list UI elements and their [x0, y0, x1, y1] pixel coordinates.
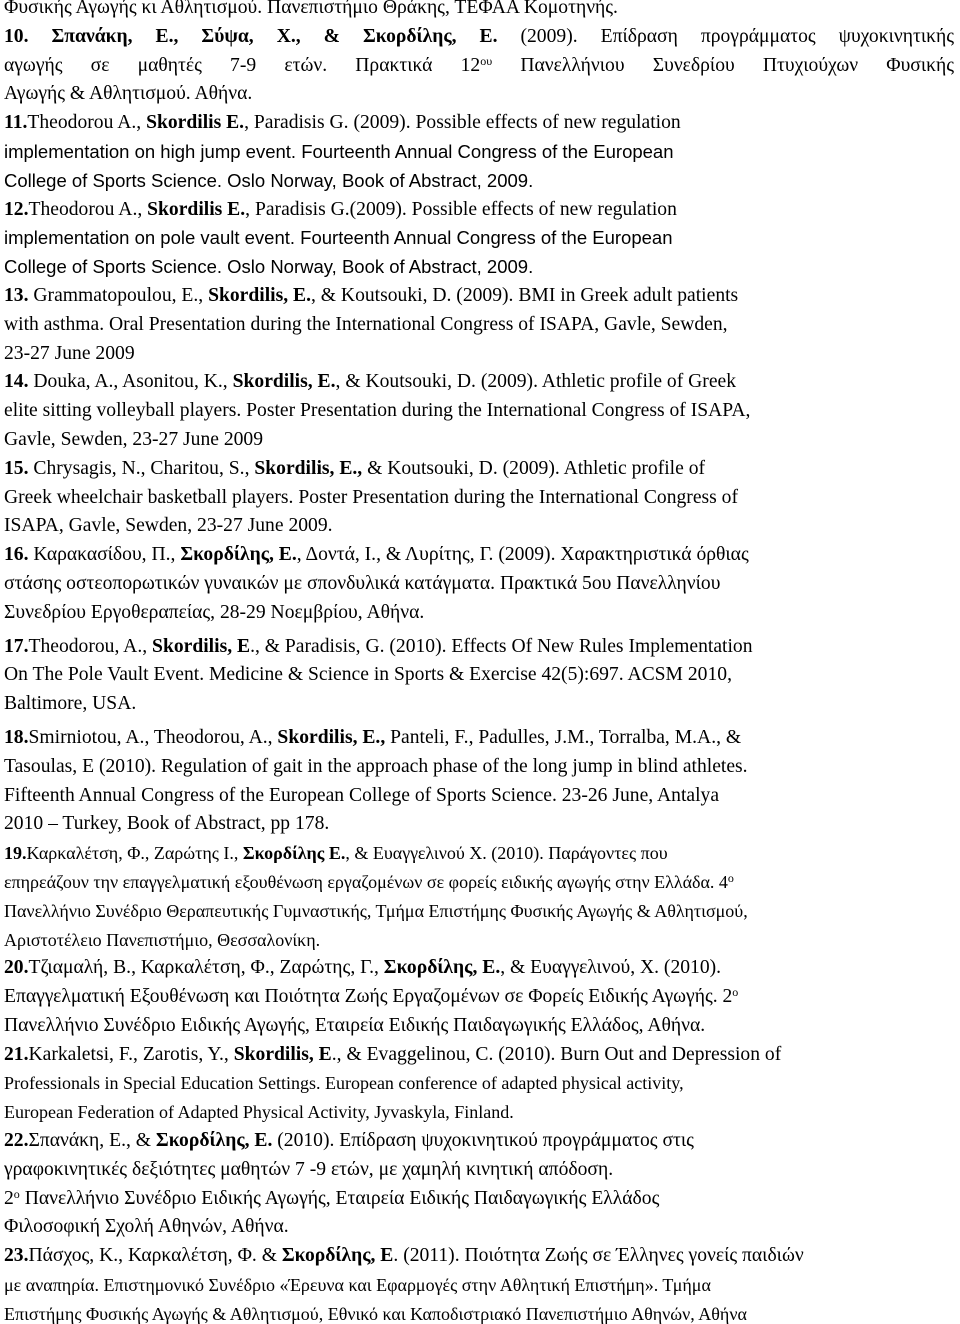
- text-line: [4, 897, 954, 926]
- text-run: , Paradisis G.(2009). Possible effects of new regulation: [245, 198, 677, 220]
- text-line: [4, 839, 954, 868]
- text-run: Συνεδρίου Εργοθεραπείας, 28-29 Νοεμβρίου, Αθήνα.: [4, 601, 425, 623]
- text-run: Douka, A., Asonitou, K.,: [28, 371, 233, 393]
- text-run: Theodorou A.,: [28, 198, 148, 220]
- text-run: Karkaletsi, F., Zarotis, Y.,: [28, 1043, 234, 1065]
- text-line: [4, 926, 954, 955]
- text-run: Fifteenth Annual Congress of the European College of Sports Science. 23-26 June, Antalya: [4, 784, 720, 806]
- text-run: College of Sports Science. Oslo Norway, Book of Abstract, 2009.: [4, 256, 534, 278]
- superscript: ου: [480, 53, 493, 68]
- text-run: , & Koutsouki, D. (2009). Athletic profile of Greek: [335, 371, 737, 393]
- text-line: [4, 282, 954, 311]
- text-run: Chrysagis, N., Charitou, S.,: [28, 457, 255, 479]
- text-line: [4, 633, 954, 662]
- text-run: . (2011). Ποιότητα Ζωής σε Έλληνες γονείς παιδιών: [393, 1245, 804, 1267]
- text-run: Αγωγής & Αθλητισμού. Αθήνα.: [4, 83, 253, 105]
- text-run: Φιλοσοφική Σχολή Αθηνών, Αθήνα.: [4, 1216, 289, 1238]
- superscript: ο: [727, 870, 734, 885]
- text-line: [4, 52, 954, 81]
- bold-text: Skordilis, E.: [208, 284, 311, 306]
- text-run: Greek wheelchair basketball players. Poster Presentation during the International Congress of: [4, 486, 739, 508]
- text-line: [4, 23, 954, 52]
- bold-text: 21.: [4, 1043, 29, 1065]
- bold-text: 18.: [4, 726, 29, 748]
- text-run: 23-27 June 2009: [4, 342, 135, 364]
- bold-text: Σκορδίλης, Ε.: [180, 544, 297, 566]
- text-run: Πανελλήνιο Συνέδριο Ειδικής Αγωγής, Εταιρεία Ειδικής Παιδαγωγικής Ελλάδος: [19, 1187, 660, 1209]
- text-line: [4, 1041, 954, 1070]
- text-run: Επαγγελματική Εξουθένωση και Ποιότητα Ζωής Εργαζομένων σε Φορείς Ειδικής Αγωγής. 2: [4, 986, 733, 1008]
- text-line: [4, 724, 954, 753]
- bold-text: 12.: [4, 198, 29, 220]
- text-line: [4, 541, 954, 570]
- text-run: στάσης οστεοπορωτικών γυναικών με σπονδυλικά κατάγματα. Πρακτικά 5ου Πανελληνίου: [4, 572, 721, 594]
- bold-text: Skordilis, E: [233, 1043, 332, 1065]
- text-run: Καρκαλέτση, Φ., Ζαρώτης Ι.,: [26, 843, 243, 864]
- bold-text: Skordilis, E.,: [277, 726, 386, 748]
- text-run: Αριστοτέλειο Πανεπιστήμιο, Θεσσαλονίκη.: [4, 929, 321, 950]
- text-run: γραφοκινητικές δεξιότητες μαθητών 7 -9 ετών, με χαμηλή κινητική απόδοση.: [4, 1158, 614, 1180]
- text-line: [4, 661, 954, 690]
- bold-text: 15.: [4, 457, 29, 479]
- text-line: [4, 599, 954, 628]
- text-run: elite sitting volleyball players. Poster Presentation during the International Congress of ISAPA,: [4, 400, 751, 422]
- text-line: [4, 368, 954, 397]
- text-line: [4, 311, 954, 340]
- text-run: επηρεάζουν την επαγγελματική εξουθένωση εργαζομένων σε φορείς ειδικής αγωγής στην Ελλάδα. 4: [4, 871, 728, 892]
- text-run: with asthma. Oral Presentation during the International Congress of ISAPA, Gavle, Sewden,: [4, 313, 728, 335]
- text-run: ISAPA, Gavle, Sewden, 23-27 June 2009.: [4, 515, 333, 537]
- bold-text: 11.: [4, 112, 28, 134]
- superscript: ο: [13, 1186, 20, 1201]
- text-line: [4, 397, 954, 426]
- text-line: [4, 426, 954, 455]
- text-line: [4, 224, 954, 253]
- bold-text: 10. Σπανάκη, Ε., Σύψα, Χ., &: [4, 25, 363, 47]
- bold-text: Skordilis, E.,: [254, 457, 363, 479]
- text-run: , Δοντά, Ι., & Λυρίτης, Γ. (2009). Χαρακτηριστικά όρθιας: [296, 544, 749, 566]
- text-run: ., & Evaggelinou, C. (2010). Burn Out and Depression of: [331, 1043, 782, 1065]
- text-run: implementation on pole vault event. Fourteenth Annual Congress of the European: [4, 227, 673, 249]
- text-run: Σπανάκη, Ε., &: [28, 1130, 156, 1152]
- text-line: [4, 782, 954, 811]
- text-line: [4, 484, 954, 513]
- text-run: (2010). Επίδραση ψυχοκινητικού προγράμματος στις: [272, 1130, 694, 1152]
- text-line: [4, 80, 954, 109]
- text-run: Theodorou, A.,: [28, 635, 153, 657]
- text-run: Φυσικής Αγωγής κι Αθλητισμού. Πανεπιστήμιο Θράκης, ΤΕΦΑΑ Κομοτηνής.: [4, 0, 618, 18]
- text-run: Πάσχος, Κ., Καρκαλέτση, Φ. &: [28, 1245, 282, 1267]
- text-run: , & Ευαγγελινού, Χ. (2010).: [500, 957, 722, 979]
- text-run: Τζιαμαλή, Β., Καρκαλέτση, Φ., Ζαρώτης, Γ.,: [28, 957, 384, 979]
- text-line: [4, 167, 954, 196]
- text-run: Καρακασίδου, Π.,: [28, 544, 181, 566]
- text-line: [4, 1012, 954, 1041]
- bold-text: 22.: [4, 1130, 29, 1152]
- bold-text: Σκορδίλης Ε.: [242, 843, 346, 864]
- bold-text: Σκορδίλης, Ε.: [155, 1130, 273, 1152]
- text-line: [4, 810, 954, 839]
- text-run: Πανελλήνιο Συνέδριο Θεραπευτικής Γυμναστικής, Τμήμα Επιστήμης Φυσικής Αγωγής & Αθλητισμού,: [4, 900, 748, 921]
- text-run: , & Ευαγγελινού Χ. (2010). Παράγοντες που: [345, 843, 668, 864]
- bold-text: 13.: [4, 284, 29, 306]
- text-run: αγωγής σε μαθητές 7-9 ετών. Πρακτικά 12: [4, 54, 481, 76]
- text-line: [4, 1300, 954, 1324]
- text-run: Smirniotou, A., Theodorou, A.,: [28, 726, 278, 748]
- text-run: , & Koutsouki, D. (2009). BMI in Greek adult patients: [310, 284, 739, 306]
- text-run: Tasoulas, E (2010). Regulation of gait in the approach phase of the long jump in blind athletes.: [4, 755, 748, 777]
- bold-text: 16.: [4, 544, 29, 566]
- text-line: [4, 512, 954, 541]
- text-line: [4, 196, 954, 225]
- text-run: Πανελλήνιο Συνέδριο Ειδικής Αγωγής, Εταιρεία Ειδικής Παιδαγωγικής Ελλάδος, Αθήνα.: [4, 1014, 706, 1036]
- text-line: [4, 1069, 954, 1098]
- text-line: [4, 0, 954, 23]
- text-line: [4, 1127, 954, 1156]
- text-run: 2010 – Turkey, Book of Abstract, pp 178.: [4, 813, 330, 835]
- text-line: [4, 983, 954, 1012]
- text-line: [4, 138, 954, 167]
- text-run: Επιστήμης Φυσικής Αγωγής & Αθλητισμού, Εθνικό και Καποδιστριακό Πανεπιστήμιο Αθηνών, Αθήνα: [4, 1303, 747, 1324]
- text-run: Πανελλήνιου Συνεδρίου Πτυχιούχων Φυσικής: [492, 54, 954, 76]
- text-run: 2: [4, 1187, 14, 1209]
- bold-text: 23.: [4, 1245, 29, 1267]
- text-line: [4, 753, 954, 782]
- text-run: implementation on high jump event. Fourteenth Annual Congress of the European: [4, 140, 674, 162]
- text-line: [4, 868, 954, 897]
- bold-text: Skordilis E.: [146, 112, 245, 134]
- text-line: [4, 1156, 954, 1185]
- text-run: On The Pole Vault Event. Medicine & Science in Sports & Exercise 42(5):697. ACSM 2010,: [4, 664, 732, 686]
- text-run: Grammatopoulou, E.,: [28, 284, 209, 306]
- text-run: European Federation of Adapted Physical Activity, Jyvaskyla, Finland.: [4, 1102, 514, 1123]
- bold-text: Σκορδίλης, Ε.: [383, 957, 501, 979]
- text-run: Professionals in Special Education Settings. European conference of adapted physical activity,: [4, 1073, 684, 1094]
- text-line: [4, 340, 954, 369]
- text-run: , Paradisis G. (2009). Possible effects of new regulation: [244, 112, 681, 134]
- text-line: [4, 1098, 954, 1127]
- bold-text: Skordilis E.: [147, 198, 246, 220]
- text-line: [4, 690, 954, 719]
- text-line: [4, 1242, 954, 1271]
- text-line: [4, 570, 954, 599]
- bold-text: 14.: [4, 371, 29, 393]
- text-line: [4, 1271, 954, 1300]
- text-run: College of Sports Science. Oslo Norway, Book of Abstract, 2009.: [4, 169, 534, 191]
- text-run: Gavle, Sewden, 23-27 June 2009: [4, 428, 264, 450]
- bold-text: Σκορδίλης, Ε.: [362, 25, 498, 47]
- text-run: Theodorou A.,: [27, 112, 147, 134]
- text-run: & Koutsouki, D. (2009). Athletic profile of: [362, 457, 706, 479]
- bold-text: Σκορδίλης, Ε: [281, 1245, 394, 1267]
- bold-text: 17.: [4, 635, 29, 657]
- bold-text: 20.: [4, 957, 29, 979]
- text-line: [4, 1185, 954, 1214]
- text-line: [4, 109, 954, 138]
- text-line: [4, 954, 954, 983]
- text-line: [4, 455, 954, 484]
- bold-text: Skordilis, E.: [232, 371, 336, 393]
- text-run: με αναπηρία. Επιστημονικό Συνέδριο «Έρευνα και Εφαρμογές στην Αθλητική Επιστήμη». Τμήμα: [4, 1275, 711, 1296]
- bold-text: 19.: [4, 843, 27, 864]
- bold-text: Skordilis, E: [152, 635, 251, 657]
- text-line: [4, 1213, 954, 1242]
- text-run: ., & Paradisis, G. (2010). Effects Of New Rules Implementation: [250, 635, 753, 657]
- text-run: Panteli, F., Padulles, J.M., Torralba, M.A., &: [385, 726, 742, 748]
- superscript: ο: [732, 985, 739, 1000]
- text-run: (2009). Επίδραση προγράμματος ψυχοκινητικής: [497, 25, 954, 47]
- text-run: Baltimore, USA.: [4, 693, 137, 715]
- text-line: [4, 253, 954, 282]
